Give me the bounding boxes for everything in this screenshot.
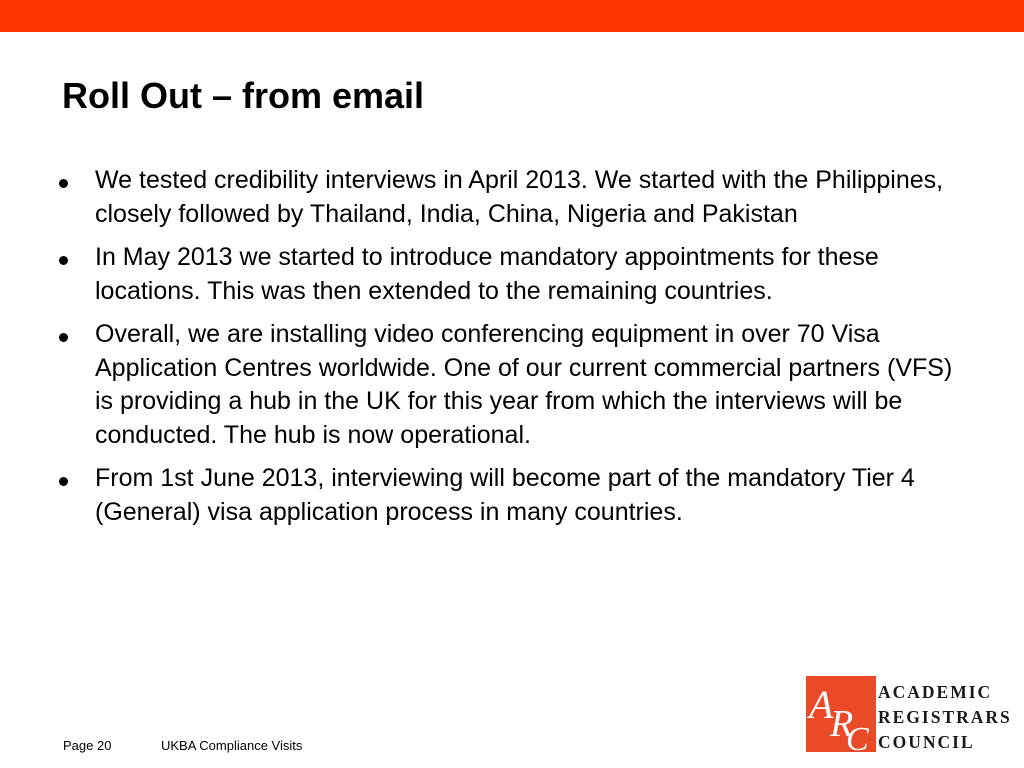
bullet-item [56,318,956,452]
svg-text:A: A [809,682,834,727]
footer-title: UKBA Compliance Visits [161,738,303,753]
arc-logo [806,676,1020,754]
bullet-item [56,164,956,231]
bullet-text: From 1st June 2013, interviewing will become part of the mandatory Tier 4 (General) visa application process in many countries. [95,464,915,526]
bullet-text: In May 2013 we started to introduce mandatory appointments for these locations. This was then extended to the remaining countries. [95,243,879,305]
logo-line-registrars: REGISTRARS [878,707,1012,727]
svg-text:C: C [846,721,869,752]
bullet-item [56,462,956,529]
bullet-text: Overall, we are installing video conferencing equipment in over 70 Visa Application Centres worldwide. One of our current commercial partners (VFS) is providing a hub in the UK for this year from which the interviews will be conducted. The hub is now operational. [95,320,953,449]
slide-title: Roll Out – from email [62,75,425,116]
bullet-text: We tested credibility interviews in April 2013. We started with the Philippines, closely followed by Thailand, India, China, Nigeria and Pakistan [95,166,944,228]
svg-text:R: R [830,703,854,745]
bullet-item [56,241,956,308]
bullet-list [56,164,956,539]
top-accent-bar [0,0,1024,32]
footer-page-number: Page 20 [63,738,112,753]
bullet-icon [59,256,68,265]
logo-wordmark [878,680,1020,755]
logo-line-academic: ACADEMIC [878,682,993,702]
bullet-icon [59,179,68,188]
logo-line-council: COUNCIL [878,732,975,752]
bullet-icon [59,477,68,486]
arc-monogram-icon [806,676,876,752]
bullet-icon [59,333,68,342]
